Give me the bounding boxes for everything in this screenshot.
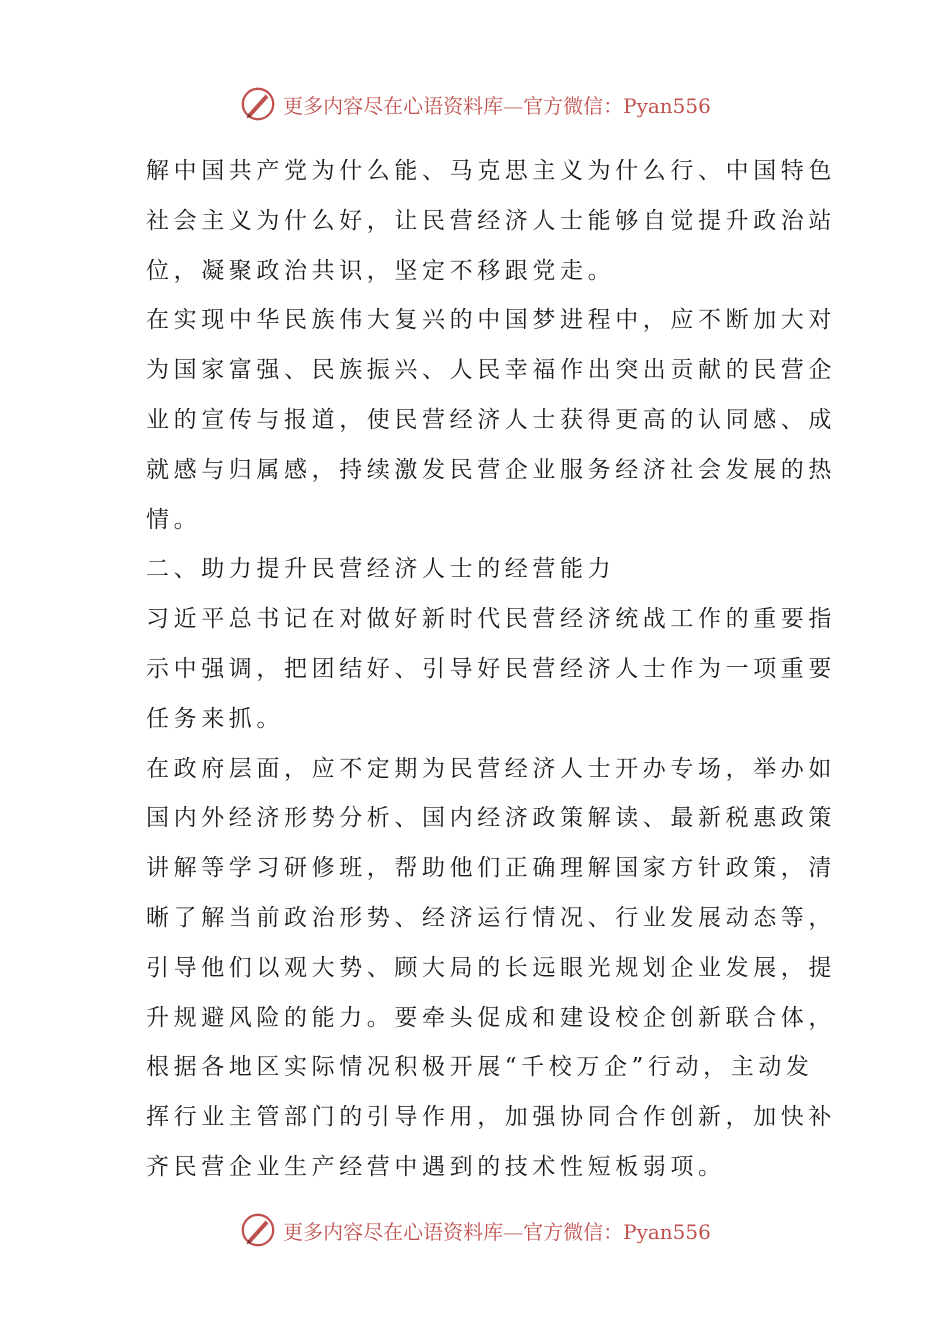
body-line: 情。	[146, 506, 202, 533]
body-line: 位，凝聚政治共识，坚定不移跟党走。	[146, 257, 616, 284]
body-line: 社会主义为什么好，让民营经济人士能够自觉提升政治站	[146, 207, 836, 234]
body-line: 挥行业主管部门的引导作用，加强协同合作创新，加快补	[146, 1104, 836, 1131]
body-line: 齐民营企业生产经营中遇到的技术性短板弱项。	[146, 1153, 726, 1180]
body-line: 讲解等学习研修班，帮助他们正确理解国家方针政策，清	[146, 855, 836, 882]
pen-logo-icon	[239, 1211, 277, 1249]
section-heading: 二、助力提升民营经济人士的经营能力	[146, 556, 616, 583]
document-body	[146, 147, 836, 1193]
body-line: 为国家富强、民族振兴、人民幸福作出突出贡献的民营企	[146, 357, 836, 384]
body-line: 在实现中华民族伟大复兴的中国梦进程中，应不断加大对	[146, 307, 836, 334]
body-line: 引导他们以观大势、顾大局的长远眼光规划企业发展，提	[146, 954, 836, 981]
body-line: 示中强调，把团结好、引导好民营经济人士作为一项重要	[146, 655, 836, 682]
footer-banner	[0, 1210, 950, 1250]
body-line: 在政府层面，应不定期为民营经济人士开办专场，举办如	[146, 755, 836, 782]
body-line: 根据各地区实际情况积极开展“千校万企”行动，主动发	[146, 1054, 814, 1081]
body-line: 业的宣传与报道，使民营经济人士获得更高的认同感、成	[146, 406, 836, 433]
body-line: 升规避风险的能力。要牵头促成和建设校企创新联合体，	[146, 1004, 836, 1031]
body-line: 习近平总书记在对做好新时代民营经济统战工作的重要指	[146, 606, 836, 633]
body-line: 晰了解当前政治形势、经济运行情况、行业发展动态等，	[146, 904, 836, 931]
body-line: 解中国共产党为什么能、马克思主义为什么行、中国特色	[146, 158, 836, 184]
body-line: 国内外经济形势分析、国内经济政策解读、最新税惠政策	[146, 805, 836, 832]
pen-logo-icon	[239, 85, 277, 123]
body-line: 就感与归属感，持续激发民营企业服务经济社会发展的热	[146, 456, 836, 483]
header-banner	[0, 84, 950, 124]
body-line: 任务来抓。	[146, 705, 284, 732]
footer-text: 更多内容尽在心语资料库—官方微信：Pyan556	[283, 1219, 711, 1244]
header-text: 更多内容尽在心语资料库—官方微信：Pyan556	[283, 93, 711, 118]
